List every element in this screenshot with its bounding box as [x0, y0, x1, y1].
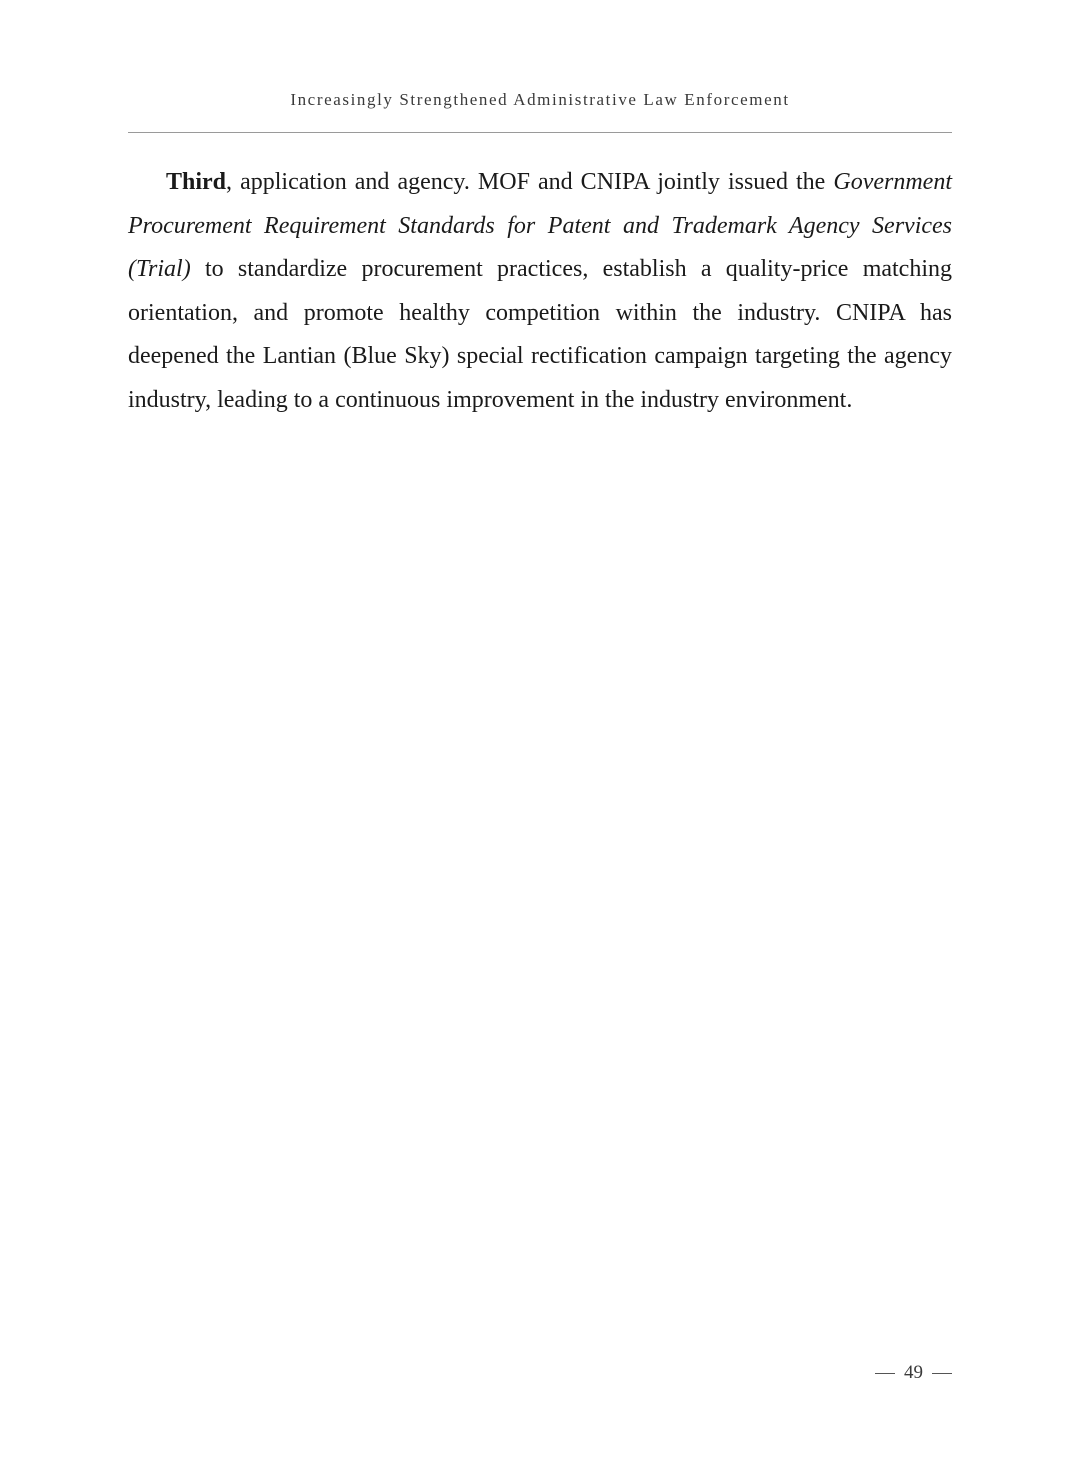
header-divider [128, 132, 952, 133]
right-dash [932, 1373, 952, 1374]
paragraph-lead-in: Third [166, 169, 227, 195]
document-title: Government Procurement Requirement Standards for Patent and Trademark Agency Services (Trial) [128, 169, 952, 283]
page-number: 49 [904, 1362, 923, 1383]
body-paragraph [128, 161, 952, 423]
paragraph-text-body: to standardize procurement practices, establish a quality-price matching orientation, and promote healthy competition within the industry. CNIPA has deepened the Lantian (Blue Sky) special rectification campaign targeting the agency industry, leading to a continuous improvement in the industry environment. [128, 256, 952, 413]
running-header: Increasingly Strengthened Administrative Law Enforcement [290, 90, 790, 109]
page-number-footer [875, 1362, 952, 1384]
paragraph-text-intro: , application and agency. MOF and CNIPA jointly issued the [226, 169, 834, 195]
left-dash [875, 1373, 895, 1374]
